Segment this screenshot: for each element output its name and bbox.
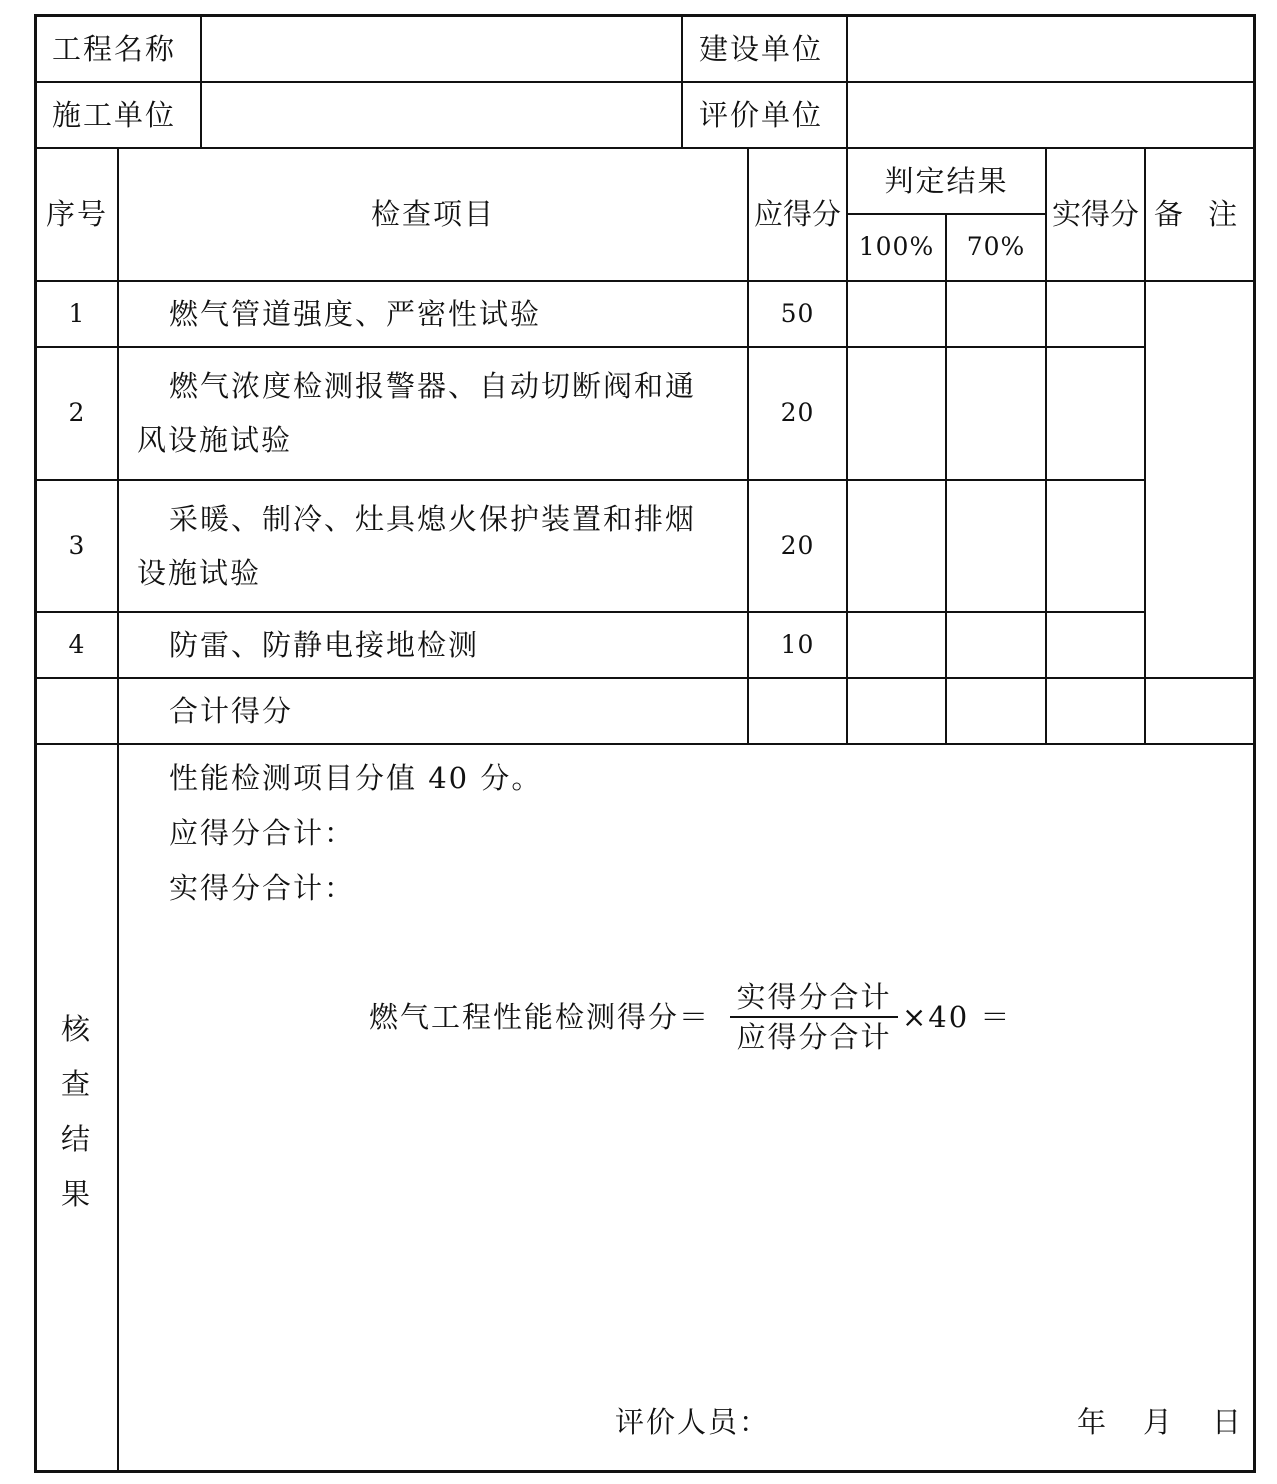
evaluator-person-label: 评价人员： xyxy=(615,1405,771,1439)
date-month: 月 xyxy=(1143,1405,1175,1439)
col-header-judgement: 判定结果 xyxy=(884,164,1009,198)
row-expected: 20 xyxy=(780,398,815,427)
rule-v-mid xyxy=(681,17,683,147)
col-header-seq: 序号 xyxy=(45,197,108,231)
rule-h6 xyxy=(37,611,1146,613)
rule-v-seq xyxy=(117,147,119,1470)
rule-h5 xyxy=(37,479,1146,481)
result-score-note: 性能检测项目分值 40 分。 xyxy=(169,761,543,795)
date-year: 年 xyxy=(1077,1405,1109,1439)
formula-numerator: 实得分合计 xyxy=(736,980,892,1014)
col-header-actual: 实得分 xyxy=(1051,197,1139,231)
formula-fraction xyxy=(730,979,898,1055)
contractor-label: 施工单位 xyxy=(52,98,177,132)
date-day: 日 xyxy=(1212,1405,1244,1439)
fraction-bar xyxy=(730,1016,898,1018)
formula-prefix: 燃气工程性能检测得分＝ xyxy=(369,1000,711,1034)
row-item-line1: 采暖、制冷、灶具熄火保护装置和排烟 xyxy=(169,502,697,536)
builder-label: 建设单位 xyxy=(699,32,824,66)
rule-v-label2 xyxy=(846,17,848,147)
row-seq: 1 xyxy=(68,299,86,328)
row-item: 燃气管道强度、严密性试验 xyxy=(169,297,542,331)
row-expected: 50 xyxy=(780,299,815,328)
col-header-expected: 应得分 xyxy=(753,197,841,231)
rule-v-remarks xyxy=(1144,147,1146,743)
row-item-line2: 风设施试验 xyxy=(137,423,293,457)
rule-h2 xyxy=(37,147,1253,149)
rule-h8 xyxy=(37,743,1253,745)
rule-v-actual xyxy=(1045,147,1047,743)
col-header-70pct: 70% xyxy=(966,232,1026,261)
row-expected: 10 xyxy=(780,630,815,659)
result-label-char: 果 xyxy=(61,1177,93,1211)
col-header-remarks: 备 注 xyxy=(1153,197,1246,231)
row-seq: 4 xyxy=(68,630,86,659)
project-name-label: 工程名称 xyxy=(52,32,177,66)
rule-h3 xyxy=(37,280,1253,282)
rule-h4 xyxy=(37,346,1146,348)
row-item-line2: 设施试验 xyxy=(137,556,262,590)
evaluator-unit-label: 评价单位 xyxy=(699,98,824,132)
rule-h7 xyxy=(37,677,1253,679)
row-seq: 2 xyxy=(68,398,86,427)
result-label-char: 核 xyxy=(61,1012,93,1046)
row-seq: 3 xyxy=(68,531,86,560)
result-label-char: 结 xyxy=(61,1122,93,1156)
formula-denominator: 应得分合计 xyxy=(736,1020,892,1054)
rule-h1 xyxy=(37,81,1253,83)
result-expected-total: 应得分合计： xyxy=(169,816,356,850)
col-header-item: 检查项目 xyxy=(370,197,495,231)
result-label-char: 查 xyxy=(61,1067,93,1101)
rule-v-label1 xyxy=(200,17,202,147)
row-item: 防雷、防静电接地检测 xyxy=(169,628,480,662)
evaluation-form xyxy=(34,14,1256,1473)
row-expected: 20 xyxy=(780,531,815,560)
result-actual-total: 实得分合计： xyxy=(169,871,356,905)
total-score-label: 合计得分 xyxy=(169,694,294,728)
formula-suffix: ×40 ＝ xyxy=(902,1000,1012,1034)
row-item-line1: 燃气浓度检测报警器、自动切断阀和通 xyxy=(169,369,697,403)
rule-v-70 xyxy=(945,213,947,743)
col-header-100pct: 100% xyxy=(858,232,935,261)
